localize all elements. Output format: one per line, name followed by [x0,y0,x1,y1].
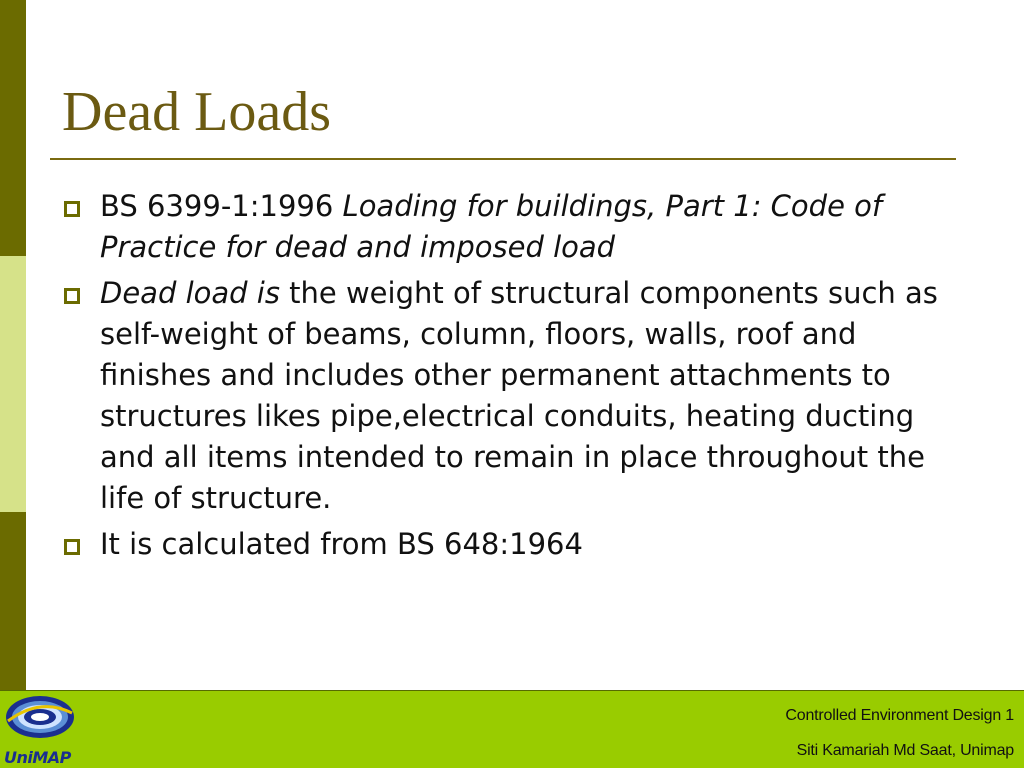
footer-bar [0,690,1024,768]
unimap-logo-icon [2,691,78,768]
bullet-text [100,527,583,561]
left-bar-segment-middle [0,256,26,512]
bullet-plain-text: the weight of structural components such as self-weight of beams, column, floors, walls, roof and finishes and includes other permanent attachments to structures likes pipe,electrical conduits, heating ducting and all items intended to remain in place throughout the life of structure. [100,276,938,515]
bullet-plain-text: It is calculated from BS 648:1964 [100,527,583,561]
hollow-square-icon [64,288,80,304]
bullet-list [62,186,962,570]
bullet-italic-text: Dead load is [100,276,280,310]
slide-title: Dead Loads [62,81,332,143]
bullet-item-standard [62,186,962,268]
title-underline [50,158,956,160]
bullet-text [100,276,938,515]
footer-author: Siti Kamariah Md Saat, Unimap [796,742,1014,759]
left-bar-segment-bottom [0,512,26,690]
bullet-item-definition [62,273,962,519]
left-decorative-bar [0,0,26,690]
bullet-text [100,189,882,264]
logo-wordmark: UniMAP [4,748,71,767]
left-bar-segment-top [0,0,26,256]
hollow-square-icon [64,539,80,555]
footer-course-name: Controlled Environment Design 1 [785,707,1014,724]
logo-swirl-icon [2,691,78,751]
bullet-item-calculation [62,524,962,565]
hollow-square-icon [64,201,80,217]
bullet-plain-text: BS 6399-1:1996 [100,189,343,223]
bullet-italic-text: Loading for buildings, Part 1: Code of Practice for dead and imposed load [100,189,883,264]
